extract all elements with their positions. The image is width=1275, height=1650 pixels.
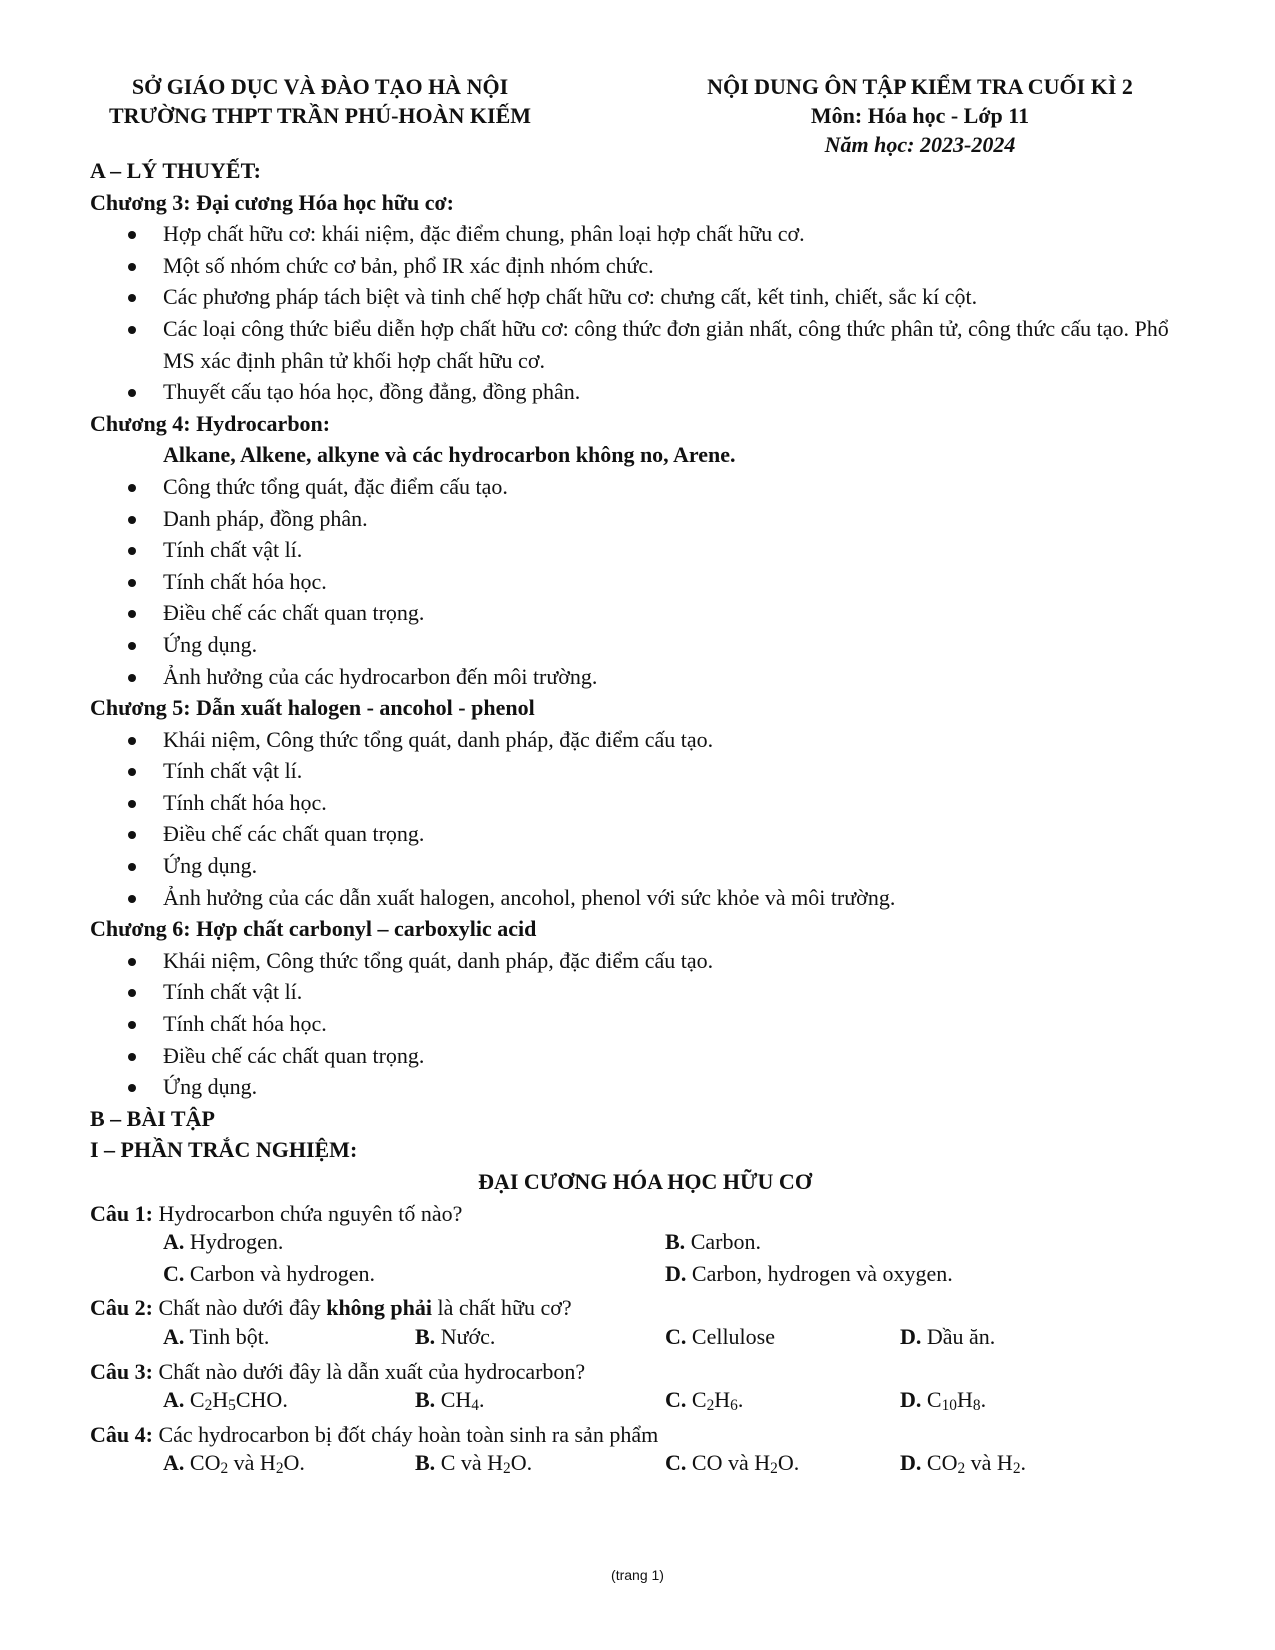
exam-title: NỘI DUNG ÔN TẬP KIỂM TRA CUỐI KÌ 2 bbox=[707, 74, 1133, 99]
list-item: Tính chất vật lí. bbox=[90, 755, 1200, 787]
option-c: C. $C_2H_6$. bbox=[665, 1387, 744, 1415]
option-b: B. Carbon. bbox=[665, 1229, 761, 1255]
list-item: Danh pháp, đồng phân. bbox=[90, 503, 1200, 535]
question-label: Câu 4: bbox=[90, 1421, 153, 1447]
option-d: D. $C_{10}H_8$. bbox=[900, 1387, 987, 1415]
page-number: (trang 1) bbox=[611, 1567, 664, 1583]
option-d: D. $CO_2$ và $H_2$. bbox=[900, 1450, 1027, 1478]
chapter-4-title: Chương 4: Hydrocarbon: bbox=[90, 410, 331, 436]
list-item: Ảnh hưởng của các dẫn xuất halogen, ancohol, phenol với sức khỏe và môi trường. bbox=[90, 882, 1200, 914]
multiple-choice-heading: I – PHẦN TRẮC NGHIỆM: bbox=[90, 1137, 358, 1163]
question-2: Câu 2: Chất nào dưới đây không phải là chất hữu cơ? bbox=[90, 1295, 572, 1321]
list-item: Ứng dụng. bbox=[90, 850, 1200, 882]
list-item: Khái niệm, Công thức tổng quát, danh pháp, đặc điểm cấu tạo. bbox=[90, 945, 1200, 977]
option-d: D. Dầu ăn. bbox=[900, 1323, 996, 1349]
emphasis-text: không phải bbox=[326, 1295, 432, 1321]
question-text: Các hydrocarbon bị đốt cháy hoàn toàn sinh ra sản phẩm bbox=[152, 1421, 659, 1447]
chapter-3-title: Chương 3: Đại cương Hóa học hữu cơ: bbox=[90, 189, 455, 215]
option-b: B. C và $H_2O$. bbox=[415, 1450, 533, 1478]
chapter-6-title: Chương 6: Hợp chất carbonyl – carboxylic acid bbox=[90, 916, 537, 942]
list-item: Điều chế các chất quan trọng. bbox=[90, 597, 1200, 629]
option-d: D. Carbon, hydrogen và oxygen. bbox=[665, 1260, 953, 1286]
option-c: C. Cellulose bbox=[665, 1323, 775, 1349]
question-3 bbox=[90, 1356, 1200, 1388]
school-name: TRƯỜNG THPT TRẦN PHÚ-HOÀN KIẾM bbox=[108, 103, 532, 128]
list-item: Khái niệm, Công thức tổng quát, danh pháp, đặc điểm cấu tạo. bbox=[90, 724, 1200, 756]
list-item: Tính chất hóa học. bbox=[90, 1008, 1200, 1040]
list-item: Một số nhóm chức cơ bản, phổ IR xác định nhóm chức. bbox=[90, 250, 1200, 282]
answer-row bbox=[90, 1450, 1200, 1482]
exercises-heading: B – BÀI TẬP bbox=[90, 1105, 215, 1131]
option-b: B. $CH_4$. bbox=[415, 1387, 485, 1415]
list-item: Tính chất hóa học. bbox=[90, 566, 1200, 598]
answer-row bbox=[90, 1324, 1200, 1356]
department-name: SỞ GIÁO DỤC VÀ ĐÀO TẠO HÀ NỘI bbox=[131, 74, 509, 99]
school-year: Năm học: 2023-2024 bbox=[824, 132, 1016, 157]
list-item: Tính chất vật lí. bbox=[90, 534, 1200, 566]
list-item: Các loại công thức biểu diễn hợp chất hữu cơ: công thức đơn giản nhất, công thức phân tử, công thức cấu tạo. Phổ MS xác định phân tử khối hợp chất hữu cơ. bbox=[90, 313, 1200, 376]
exam-info bbox=[680, 72, 1160, 159]
option-a: A. Tinh bột. bbox=[163, 1323, 270, 1349]
question-label: Câu 1: bbox=[90, 1200, 153, 1226]
question-label: Câu 2: bbox=[90, 1295, 153, 1321]
list-item: Ứng dụng. bbox=[90, 629, 1200, 661]
list-item: Điều chế các chất quan trọng. bbox=[90, 818, 1200, 850]
option-c: C. Carbon và hydrogen. bbox=[163, 1260, 376, 1286]
answer-row bbox=[90, 1229, 1200, 1261]
question-text: Hydrocarbon chứa nguyên tố nào? bbox=[152, 1200, 463, 1226]
list-item: Ứng dụng. bbox=[90, 1071, 1200, 1103]
list-item: Ảnh hưởng của các hydrocarbon đến môi trường. bbox=[90, 661, 1200, 693]
list-item: Tính chất hóa học. bbox=[90, 787, 1200, 819]
option-a: A. $C_2H_5CHO$. bbox=[163, 1387, 288, 1415]
option-c: C. CO và $H_2O$. bbox=[665, 1450, 800, 1478]
document-body bbox=[90, 155, 1200, 1482]
question-1 bbox=[90, 1198, 1200, 1230]
question-label: Câu 3: bbox=[90, 1358, 153, 1384]
subject-line: Môn: Hóa học - Lớp 11 bbox=[810, 103, 1030, 128]
list-item: Tính chất vật lí. bbox=[90, 976, 1200, 1008]
option-a: A. $CO_2$ và $H_2O$. bbox=[163, 1450, 305, 1478]
list-item: Hợp chất hữu cơ: khái niệm, đặc điểm chung, phân loại hợp chất hữu cơ. bbox=[90, 218, 1200, 250]
question-4 bbox=[90, 1419, 1200, 1451]
theory-heading: A – LÝ THUYẾT: bbox=[90, 158, 261, 183]
list-item: Điều chế các chất quan trọng. bbox=[90, 1040, 1200, 1072]
list-item: Thuyết cấu tạo hóa học, đồng đẳng, đồng phân. bbox=[90, 376, 1200, 408]
answer-row bbox=[90, 1261, 1200, 1293]
school-info bbox=[90, 72, 550, 130]
option-a: A. Hydrogen. bbox=[163, 1229, 284, 1255]
option-b: B. Nước. bbox=[415, 1323, 496, 1349]
list-item: Công thức tổng quát, đặc điểm cấu tạo. bbox=[90, 471, 1200, 503]
section-title: ĐẠI CƯƠNG HÓA HỌC HỮU CƠ bbox=[478, 1169, 812, 1194]
question-text: Chất nào dưới đây là dẫn xuất của hydrocarbon? bbox=[152, 1358, 586, 1384]
answer-row bbox=[90, 1387, 1200, 1419]
page-header bbox=[0, 72, 1275, 162]
chapter-5-title: Chương 5: Dẫn xuất halogen - ancohol - phenol bbox=[90, 695, 535, 721]
list-item: Các phương pháp tách biệt và tinh chế hợp chất hữu cơ: chưng cất, kết tinh, chiết, sắc kí cột. bbox=[90, 281, 1200, 313]
chapter-4-subtitle: Alkane, Alkene, alkyne và các hydrocarbon không no, Arene. bbox=[163, 442, 736, 468]
